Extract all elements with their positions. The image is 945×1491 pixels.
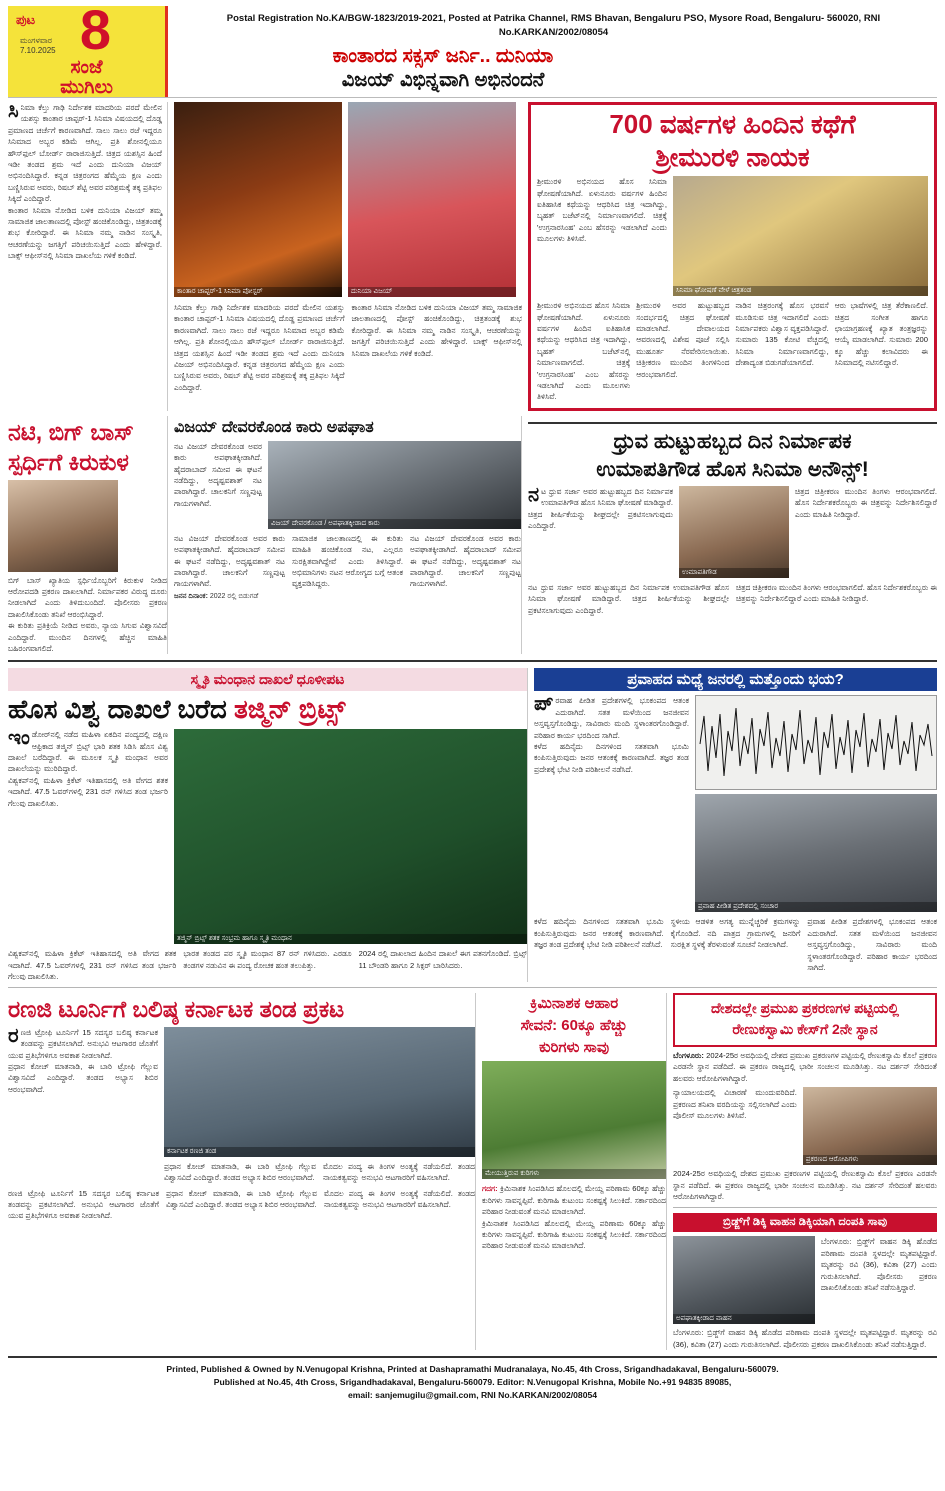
- sheep-body: [482, 1183, 666, 1217]
- renuka-lead: [673, 1050, 937, 1084]
- ranji-story: [8, 993, 476, 1350]
- page-footer: [8, 1356, 937, 1402]
- accident-photo-caption: ಅಪಘಾತಕ್ಕೀಡಾದ ವಾಹನ: [673, 1314, 815, 1324]
- bigboss-story: [8, 416, 168, 655]
- masthead-date-block: [8, 0, 168, 98]
- renuka-col-2: 2024-25ರ ಅವಧಿಯಲ್ಲಿ ದೇಶದ ಪ್ರಮುಖ ಪ್ರಕರಣಗಳ ಪಟ್ಟಿಯಲ್ಲಿ ರೇಣುಕಸ್ವಾಮಿ ಕೊಲೆ ಪ್ರಕರಣ ಎರಡನೇ ಸ್ಥಾನ ಪಡೆದಿದೆ. ಈ ಪ್ರಕರಣ ರಾಜ್ಯದಲ್ಲಿ ಭಾರೀ ಸಂಚಲನ ಮೂಡಿಸಿತ್ತು. ನಟ ದರ್ಶನ್ ಸೇರಿದಂತೆ ಹಲವರು ಆರೋಪಿಗಳಾಗಿದ್ದಾರೆ.: [673, 1169, 937, 1201]
- sheep-story: [482, 993, 667, 1350]
- dhruva-headline-2: ಉಮಾಪತಿಗೌಡ ಹೊಸ ಸಿನಿಮಾ ಅನೌನ್ಸ್!: [596, 457, 869, 481]
- accident-headline: ಬ್ರಿಡ್ಜ್‌ಗೆ ಡಿಕ್ಕಿ ವಾಹನ ಡಿಕ್ಕಿಯಾಗಿ ದಂಪತಿ ಸಾವು: [673, 1213, 937, 1232]
- date-info: [20, 36, 56, 57]
- sheep-headline-1: ಕ್ರಿಮಿನಾಶಕ ಆಹಾರ: [529, 995, 619, 1013]
- vijay-birth-value: 2022 ರಲ್ಲಿ ಬಿಡುಗಡೆ: [209, 592, 259, 600]
- kantara-col-2: ಕಾಂತಾರ ಸಿನಿಮಾ ನೋಡಿದ ಬಳಿಕ ದುನಿಯಾ ವಿಜಯ್ ತಮ್ಮ ಸಾಮಾಜಿಕ ಜಾಲತಾಣದಲ್ಲಿ ಪೋಸ್ಟ್ ಹಂಚಿಕೊಂಡಿದ್ದು, ಚಿತ್ರತಂಡಕ್ಕೆ ಶುಭ ಕೋರಿದ್ದಾರೆ. ಈ ಸಿನಿಮಾ ನಮ್ಮ ನಾಡಿನ ಸಂಸ್ಕೃತಿ, ಆಚರಣೆಯನ್ನು ಜಗತ್ತಿಗೆ ಪರಿಚಯಿಸುತ್ತಿದೆ ಎಂದು ಹೇಳಿದ್ದಾರೆ. ಬಾಕ್ಸ್ ಆಫೀಸ್‌ನಲ್ಲಿ ಸಿನಿಮಾ ದಾಖಲೆಯ ಗಳಿಕೆ ಕಂಡಿದೆ.: [351, 303, 522, 358]
- dhruva-story: [528, 416, 937, 655]
- lead-col-1: ಸಿನಿಮಾ ಕೆಲ್ತು ಗಾಢಿ ನಿರ್ದೇಶಕ ಮಾದರಿಯ ಪರದೆ ಮೇಲಿನ ಯಶಸ್ಸು ಕಾಂತಾರ ಚಾಪ್ಟರ್-1 ಸಿನಿಮಾ ವಿಷಯದಲ್ಲಿ ದೊಡ್ಡ ಪ್ರಮಾಣದ ಚರ್ಚೆಗೆ ಕಾರಣವಾಗಿದೆ. ಸಾಲು ಸಾಲು ರಜೆ ಇದ್ದರೂ ಸಿನಿಮಾದ ಅಬ್ಬರ ಕಡಿಮೆ ಆಗಿಲ್ಲ. ಪ್ರತಿ ಶೋನಲ್ಲಿಯೂ ಹೌಸ್‌ಫುಲ್ ಬೋರ್ಡ್ ರಾರಾಜಿಸುತ್ತಿದೆ. ಚಿತ್ರದ ಯಶಸ್ಸಿನ ಹಿಂದೆ ಇಡೀ ತಂಡದ ಶ್ರಮ ಇದೆ ಎಂದು ದುನಿಯಾ ವಿಜಯ್ ಅಭಿನಂದಿಸಿದ್ದಾರೆ. ಕನ್ನಡ ಚಿತ್ರರಂಗದ ಹೆಮ್ಮೆಯ ಕ್ಷಣ ಎಂದು ಬಣ್ಣಿಸಿರುವ ಅವರು, ರಿಷಬ್ ಶೆಟ್ಟಿ ಅವರ ಪರಿಶ್ರಮಕ್ಕೆ ತಕ್ಕ ಪ್ರತಿಫಲ ಸಿಕ್ಕಿದೆ ಎಂದಿದ್ದಾರೆ.: [8, 100, 162, 204]
- bigboss-photo: [8, 480, 118, 572]
- flood-col-3: ಸ್ಥಳೀಯ ಆಡಳಿತ ಅಗತ್ಯ ಮುನ್ನೆಚ್ಚರಿಕೆ ಕ್ರಮಗಳನ್ನು ಕೈಗೊಂಡಿದೆ. ನದಿ ಪಾತ್ರದ ಗ್ರಾಮಗಳಲ್ಲಿ ಜನರಿಗೆ ಸುರಕ್ಷಿತ ಸ್ಥಳಕ್ಕೆ ತೆರಳುವಂತೆ ಸೂಚನೆ ನೀಡಲಾಗಿದೆ.: [670, 917, 801, 950]
- date-value: 7.10.2025: [20, 46, 56, 56]
- cricket-photo-caption: ತಜ್ಮಿನ್ ಬ್ರಿಟ್ಸ್ ಶತಕ ಸಂಭ್ರಮ ಹಾಗೂ ಸ್ಮೃತಿ ಮಂಧಾನ: [174, 934, 527, 944]
- cricket-col-2: ವಿಶ್ವಕಪ್‌ನಲ್ಲಿ ಮಹಿಳಾ ಕ್ರಿಕೆಟ್ ಇತಿಹಾಸದಲ್ಲಿ ಅತಿ ವೇಗದ ಶತಕ ಇದಾಗಿದೆ. 47.5 ಓವರ್‌ಗಳಲ್ಲಿ 231 ರನ್ ಗಳಿಸಿದ ತಂಡ ಭರ್ಜರಿ ಗೆಲುವು ದಾಖಲಿಸಿತು.: [8, 949, 177, 982]
- bigboss-body: ಬಿಗ್ ಬಾಸ್ ಖ್ಯಾತಿಯ ಸ್ಪರ್ಧಿಯೊಬ್ಬರಿಗೆ ಕಿರುಕುಳ ನೀಡಿದ ಆರೋಪದಡಿ ಪ್ರಕರಣ ದಾಖಲಾಗಿದೆ. ನಿರ್ಮಾಪಕರ ವಿರುದ್ಧ ದೂರು ನೀಡಲಾಗಿದೆ ಎಂದು ತಿಳಿದುಬಂದಿದೆ. ಪೊಲೀಸರು ಪ್ರಕರಣ ದಾಖಲಿಸಿಕೊಂಡು ತನಿಖೆ ಆರಂಭಿಸಿದ್ದಾರೆ.: [8, 575, 167, 619]
- flood-story: [534, 668, 937, 982]
- temple-col-1: ಶ್ರೀಮುರಳಿ ಅಭಿನಯದ ಹೊಸ ಸಿನಿಮಾ ಘೋಷಣೆಯಾಗಿದೆ. ಏಳುನೂರು ವರ್ಷಗಳ ಹಿಂದಿನ ಐತಿಹಾಸಿಕ ಕಥೆಯನ್ನು ಆಧರಿಸಿದ ಚಿತ್ರ ಇದಾಗಿದ್ದು, ಬೃಹತ್ ಬಜೆಟ್‌ನಲ್ಲಿ ನಿರ್ಮಾಣವಾಗಲಿದೆ. ಚಿತ್ರಕ್ಕೆ 'ಉಗ್ರನಾರಸಿಂಹ' ಎಂಬ ಹೆಸರನ್ನು ಇಡಲಾಗಿದೆ ಎಂದು ಮೂಲಗಳು ತಿಳಿಸಿವೆ.: [537, 177, 667, 244]
- temple-photo: [673, 176, 928, 296]
- masthead: [8, 0, 937, 98]
- seismograph-icon: [696, 696, 936, 790]
- temple-story-box: [528, 102, 937, 411]
- zone-top: [8, 102, 937, 411]
- vijay-car-story: [174, 416, 522, 655]
- day-name: ಮಂಗಳವಾರ: [20, 36, 53, 45]
- renuka-story: [673, 993, 937, 1350]
- flood-col-1: ಪ್ರವಾಹ ಪೀಡಿತ ಪ್ರದೇಶಗಳಲ್ಲಿ ಭೂಕಂಪದ ಆತಂಕ ಎದುರಾಗಿದೆ. ಸತತ ಮಳೆಯಿಂದ ಜನಜೀವನ ಅಸ್ತವ್ಯಸ್ತಗೊಂಡಿದ್ದು, ಸಾವಿರಾರು ಮಂದಿ ಸ್ಥಳಾಂತರಗೊಂಡಿದ್ದಾರೆ. ಪರಿಹಾರ ಕಾರ್ಯ ಭರದಿಂದ ಸಾಗಿದೆ.: [534, 693, 689, 740]
- sheep-headline-2: ಸೇವನೆ: 60ಕ್ಕೂ ಹೆಚ್ಚು: [520, 1017, 628, 1035]
- lead-headline: [180, 42, 700, 93]
- lead-col-1b: ಕಾಂತಾರ ಸಿನಿಮಾ ನೋಡಿದ ಬಳಿಕ ದುನಿಯಾ ವಿಜಯ್ ತಮ್ಮ ಸಾಮಾಜಿಕ ಜಾಲತಾಣದಲ್ಲಿ ಪೋಸ್ಟ್ ಹಂಚಿಕೊಂಡಿದ್ದು, ಚಿತ್ರತಂಡಕ್ಕೆ ಶುಭ ಕೋರಿದ್ದಾರೆ. ಈ ಸಿನಿಮಾ ನಮ್ಮ ನಾಡಿನ ಸಂಸ್ಕೃತಿ, ಆಚರಣೆಯನ್ನು ಜಗತ್ತಿಗೆ ಪರಿಚಯಿಸುತ್ತಿದೆ ಎಂದು ಹೇಳಿದ್ದಾರೆ. ಬಾಕ್ಸ್ ಆಫೀಸ್‌ನಲ್ಲಿ ಸಿನಿಮಾ ದಾಖಲೆಯ ಗಳಿಕೆ ಕಂಡಿದೆ.: [8, 205, 162, 261]
- ranji-col-1b: ಪ್ರಧಾನ ಕೋಚ್ ಮಾತನಾಡಿ, ಈ ಬಾರಿ ಟ್ರೋಫಿ ಗೆಲ್ಲುವ ವಿಶ್ವಾಸವಿದೆ ಎಂದಿದ್ದಾರೆ. ತಂಡದ ಅಭ್ಯಾಸ ಶಿಬಿರ ಆರಂಭವಾಗಿದೆ.: [8, 1062, 158, 1094]
- zone-sports-flood: [8, 668, 937, 982]
- cricket-kicker: ಸ್ಮೃತಿ ಮಂಧಾನ ದಾಖಲೆ ಧೂಳೀಪಟ: [8, 668, 527, 691]
- page-label: ಪುಟ: [16, 12, 36, 27]
- cricket-headline-part-1: ಹೊಸ ವಿಶ್ವ ದಾಖಲೆ ಬರೆದ: [8, 694, 235, 725]
- registration-block: [168, 6, 937, 97]
- ranji-col-2: ಪ್ರಧಾನ ಕೋಚ್ ಮಾತನಾಡಿ, ಈ ಬಾರಿ ಟ್ರೋಫಿ ಗೆಲ್ಲುವ ವಿಶ್ವಾಸವಿದೆ ಎಂದಿದ್ದಾರೆ. ತಂಡದ ಅಭ್ಯಾಸ ಶಿಬಿರ ಆರಂಭವಾಗಿದೆ.: [164, 1161, 316, 1183]
- accident-body-2: ಬೆಂಗಳೂರು: ಬ್ರಿಡ್ಜ್‌ಗೆ ವಾಹನ ಡಿಕ್ಕಿ ಹೊಡೆದ ಪರಿಣಾಮ ದಂಪತಿ ಸ್ಥಳದಲ್ಲೇ ಮೃತಪಟ್ಟಿದ್ದಾರೆ. ಮೃತರನ್ನು ರವಿ (36), ಕವಿತಾ (27) ಎಂದು ಗುರುತಿಸಲಾಗಿದೆ. ಪೊಲೀಸರು ಪ್ರಕರಣ ದಾಖಲಿಸಿಕೊಂಡು ತನಿಖೆ ನಡೆಸುತ್ತಿದ್ದಾರೆ.: [673, 1328, 937, 1349]
- bigboss-headline-2: ಸ್ಪರ್ಧಿಗೆ ಕಿರುಕುಳ: [8, 449, 129, 476]
- vijay-birth-label: ಜನನ ದಿನಾಂಕ:: [174, 592, 208, 600]
- dhruva-col-2: ಚಿತ್ರದ ಚಿತ್ರೀಕರಣ ಮುಂದಿನ ತಿಂಗಳು ಆರಂಭವಾಗಲಿದೆ. ಹೊಸ ನಿರ್ದೇಶಕರೊಬ್ಬರು ಈ ಚಿತ್ರವನ್ನು ನಿರ್ದೇಶಿಸಲಿದ್ದಾರೆ ಎಂದು ಮಾಹಿತಿ ನೀಡಿದ್ದಾರೆ.: [795, 487, 937, 519]
- renuka-place-label: ಬೆಂಗಳೂರು:: [673, 1051, 704, 1060]
- sheep-headline-3: ಕುರಿಗಳು ಸಾವು: [538, 1039, 610, 1057]
- vijay-birth-line: [174, 592, 521, 602]
- bigboss-headline-1: ನಟಿ, ಬಿಗ್ ಬಾಸ್: [8, 418, 134, 445]
- lead-headline-line-1: ಕಾಂತಾರದ ಸಕ್ಸಸ್ ಜರ್ನಿ.. ದುನಿಯಾ: [332, 44, 554, 67]
- duniya-vijay-caption: ದುನಿಯಾ ವಿಜಯ್: [348, 287, 516, 297]
- kantara-poster-caption: ಕಾಂತಾರ ಚಾಪ್ಟರ್-1 ಸಿನಿಮಾ ಪೋಸ್ಟರ್: [174, 287, 342, 297]
- kantara-col-1: ಸಿನಿಮಾ ಕೆಲ್ತು ಗಾಢಿ ನಿರ್ದೇಶಕ ಮಾದರಿಯ ಪರದೆ ಮೇಲಿನ ಯಶಸ್ಸು ಕಾಂತಾರ ಚಾಪ್ಟರ್-1 ಸಿನಿಮಾ ವಿಷಯದಲ್ಲಿ ದೊಡ್ಡ ಪ್ರಮಾಣದ ಚರ್ಚೆಗೆ ಕಾರಣವಾಗಿದೆ. ಸಾಲು ಸಾಲು ರಜೆ ಇದ್ದರೂ ಸಿನಿಮಾದ ಅಬ್ಬರ ಕಡಿಮೆ ಆಗಿಲ್ಲ. ಪ್ರತಿ ಶೋನಲ್ಲಿಯೂ ಹೌಸ್‌ಫುಲ್ ಬೋರ್ಡ್ ರಾರಾಜಿಸುತ್ತಿದೆ. ಚಿತ್ರದ ಯಶಸ್ಸಿನ ಹಿಂದೆ ಇಡೀ ತಂಡದ ಶ್ರಮ ಇದೆ ಎಂದು ದುನಿಯಾ ವಿಜಯ್ ಅಭಿನಂದಿಸಿದ್ದಾರೆ. ಕನ್ನಡ ಚಿತ್ರರಂಗದ ಹೆಮ್ಮೆಯ ಕ್ಷಣ ಎಂದು ಬಣ್ಣಿಸಿರುವ ಅವರು, ರಿಷಬ್ ಶೆಟ್ಟಿ ಅವರ ಪರಿಶ್ರಮಕ್ಕೆ ತಕ್ಕ ಪ್ರತಿಫಲ ಸಿಕ್ಕಿದೆ ಎಂದಿದ್ದಾರೆ.: [174, 303, 345, 392]
- sheep-photo: [482, 1061, 666, 1179]
- dhruva-col-4: ಚಿತ್ರದ ಚಿತ್ರೀಕರಣ ಮುಂದಿನ ತಿಂಗಳು ಆರಂಭವಾಗಲಿದೆ. ಹೊಸ ನಿರ್ದೇಶಕರೊಬ್ಬರು ಈ ಚಿತ್ರವನ್ನು ನಿರ್ದೇಶಿಸಲಿದ್ದಾರೆ ಎಂದು ಮಾಹಿತಿ ನೀಡಿದ್ದಾರೆ.: [736, 583, 937, 604]
- dhruva-col-1: ನಟ ಧ್ರುವ ಸರ್ಜಾ ಅವರ ಹುಟ್ಟುಹಬ್ಬದ ದಿನ ನಿರ್ಮಾಪಕ ಉಮಾಪತಿಗೌಡ ಹೊಸ ಸಿನಿಮಾ ಘೋಷಣೆ ಮಾಡಿದ್ದಾರೆ. ಚಿತ್ರದ ಶೀರ್ಷಿಕೆಯನ್ನು ಶೀಘ್ರದಲ್ಲೇ ಪ್ರಕಟಿಸಲಾಗುವುದು ಎಂದಿದ್ದಾರೆ.: [528, 484, 673, 531]
- cricket-headline-part-2: ತಜ್ಮಿನ್ ಬ್ರಿಟ್ಸ್: [234, 694, 346, 725]
- vijay-col-3: ನಟ ವಿಜಯ್ ದೇವರಕೊಂಡ ಅವರ ಕಾರು ಅಪಘಾತಕ್ಕೀಡಾಗಿದೆ. ಹೈದರಾಬಾದ್ ಸಮೀಪ ಈ ಘಟನೆ ನಡೆದಿದ್ದು, ಅದೃಷ್ಟವಶಾತ್ ನಟ ಪಾರಾಗಿದ್ದಾರೆ. ಚಾಲಕನಿಗೆ ಸಣ್ಣಪುಟ್ಟ ಗಾಯಗಳಾಗಿವೆ.: [410, 533, 521, 589]
- cricket-story: [8, 668, 528, 982]
- temple-photo-caption: ಸಿನಿಮಾ ಘೋಷಣೆ ವೇಳೆ ಚಿತ್ರತಂಡ: [673, 286, 928, 296]
- ranji-col-1: ರಣಜಿ ಟ್ರೋಫಿ ಟೂರ್ನಿಗೆ 15 ಸದಸ್ಯರ ಬಲಿಷ್ಠ ಕರ್ನಾಟಕ ತಂಡವನ್ನು ಪ್ರಕಟಿಸಲಾಗಿದೆ. ಅನುಭವಿ ಆಟಗಾರರ ಜೊತೆಗೆ ಯುವ ಪ್ರತಿಭೆಗಳಿಗೂ ಅವಕಾಶ ನೀಡಲಾಗಿದೆ.: [8, 1024, 158, 1060]
- sheep-photo-caption: ಮೇಯುತ್ತಿರುವ ಕುರಿಗಳು: [482, 1169, 666, 1179]
- ranji-col-6: ಮೊದಲ ಪಂದ್ಯ ಈ ತಿಂಗಳ ಅಂತ್ಯಕ್ಕೆ ನಡೆಯಲಿದೆ. ತಂಡದ ನಾಯಕತ್ವವನ್ನು ಅನುಭವಿ ಆಟಗಾರರಿಗೆ ವಹಿಸಲಾಗಿದೆ.: [324, 1188, 475, 1210]
- dhruva-headline-1: ಧ್ರುವ ಹುಟ್ಟುಹಬ್ಬದ ದಿನ ನಿರ್ಮಾಪಕ: [613, 429, 852, 453]
- zone-bottom: [8, 993, 937, 1350]
- renuka-headline-1: ದೇಶದಲ್ಲೇ ಪ್ರಮುಖ ಪ್ರಕರಣಗಳ ಪಟ್ಟಿಯಲ್ಲಿ: [711, 1000, 899, 1017]
- renuka-headline-2: ರೇಣುಕಸ್ವಾಮಿ ಕೇಸ್‌ಗೆ 2ನೇ ಸ್ಥಾನ: [732, 1021, 878, 1038]
- umapathi-photo: [679, 486, 789, 578]
- vijay-col-1: ನಟ ವಿಜಯ್ ದೇವರಕೊಂಡ ಅವರ ಕಾರು ಅಪಘಾತಕ್ಕೀಡಾಗಿದೆ. ಹೈದರಾಬಾದ್ ಸಮೀಪ ಈ ಘಟನೆ ನಡೆದಿದ್ದು, ಅದೃಷ್ಟವಶಾತ್ ನಟ ಪಾರಾಗಿದ್ದಾರೆ. ಚಾಲಕನಿಗೆ ಸಣ್ಣಪುಟ್ಟ ಗಾಯಗಳಾಗಿವೆ.: [174, 533, 285, 589]
- sheep-body-text: ಕ್ರಿಮಿನಾಶಕ ಸಿಂಪಡಿಸಿದ ಹೊಲದಲ್ಲಿ ಮೇಯ್ದ ಪರಿಣಾಮ 60ಕ್ಕೂ ಹೆಚ್ಚು ಕುರಿಗಳು ಸಾವನ್ನಪ್ಪಿವೆ. ಕುರಿಗಾಹಿ ಕುಟುಂಬ ಸಂಕಷ್ಟಕ್ಕೆ ಸಿಲುಕಿದೆ. ಸರ್ಕಾರದಿಂದ ಪರಿಹಾರ ನೀಡುವಂತೆ ಮನವಿ ಮಾಡಲಾಗಿದೆ.: [482, 1184, 666, 1217]
- cricket-col-1: ಇಂಡೋರ್‌ನಲ್ಲಿ ನಡೆದ ಮಹಿಳಾ ಏಕದಿನ ಪಂದ್ಯದಲ್ಲಿ ದಕ್ಷಿಣ ಆಫ್ರಿಕಾದ ತಜ್ಮಿನ್ ಬ್ರಿಟ್ಸ್ ಭಾರಿ ಶತಕ ಸಿಡಿಸಿ ಹೊಸ ವಿಶ್ವ ದಾಖಲೆ ಬರೆದಿದ್ದಾರೆ. ಈ ಮೂಲಕ ಸ್ಮೃತಿ ಮಂಧಾನ ಅವರ ದಾಖಲೆಯನ್ನು ಮುರಿದಿದ್ದಾರೆ.: [8, 727, 168, 774]
- column-left-text: [8, 102, 168, 411]
- temple-col-5: ಆರು ಭಾಷೆಗಳಲ್ಲಿ ಚಿತ್ರ ತೆರೆಕಾಣಲಿದೆ. ಚಿತ್ರದ ಸಂಗೀತ ಹಾಗೂ ಛಾಯಾಗ್ರಹಣಕ್ಕೆ ಖ್ಯಾತ ತಂತ್ರಜ್ಞರನ್ನು ಆಯ್ಕೆ ಮಾಡಲಾಗಿದೆ. ಸುಮಾರು 200 ಕ್ಕೂ ಹೆಚ್ಚು ಕಲಾವಿದರು ಈ ಸಿನಿಮಾದಲ್ಲಿ ನಟಿಸಲಿದ್ದಾರೆ.: [834, 301, 928, 368]
- umapathi-photo-caption: ಉಮಾಪತಿಗೌಡ: [679, 568, 789, 578]
- brand-name: [60, 58, 113, 98]
- footer-line-2: Published at No.45, 4th Cross, Srigandhadakaval, Bengaluru-560079. Editor: N.Venugopal Krishna, Mobile No.+91 94835 89085,: [213, 1377, 732, 1388]
- ranji-team-caption: ಕರ್ನಾಟಕ ರಣಜಿ ತಂಡ: [164, 1147, 475, 1157]
- sheep-place-label: ಗದಗ:: [482, 1184, 498, 1194]
- duniya-vijay-photo: [348, 102, 516, 297]
- brand-line-2: ಮುಗಿಲು: [60, 76, 113, 98]
- flood-headline: ಪ್ರವಾಹದ ಮಧ್ಯೆ ಜನರಲ್ಲಿ ಮತ್ತೊಂದು ಭಯ?: [534, 668, 937, 691]
- vijay-col-a: ನಟ ವಿಜಯ್ ದೇವರಕೊಂಡ ಅವರ ಕಾರು ಅಪಘಾತಕ್ಕೀಡಾಗಿದೆ. ಹೈದರಾಬಾದ್ ಸಮೀಪ ಈ ಘಟನೆ ನಡೆದಿದ್ದು, ಅದೃಷ್ಟವಶಾತ್ ನಟ ಪಾರಾಗಿದ್ದಾರೆ. ಚಾಲಕನಿಗೆ ಸಣ್ಣಪುಟ್ಟ ಗಾಯಗಳಾಗಿವೆ.: [174, 441, 262, 508]
- renuka-lead-text: 2024-25ರ ಅವಧಿಯಲ್ಲಿ ದೇಶದ ಪ್ರಮುಖ ಪ್ರಕರಣಗಳ ಪಟ್ಟಿಯಲ್ಲಿ ರೇಣುಕಸ್ವಾಮಿ ಕೊಲೆ ಪ್ರಕರಣ ಎರಡನೇ ಸ್ಥಾನ ಪಡೆದಿದೆ. ಈ ಪ್ರಕರಣ ರಾಜ್ಯದಲ್ಲಿ ಭಾರೀ ಸಂಚಲನ ಮೂಡಿಸಿತ್ತು. ನಟ ದರ್ಶನ್ ಸೇರಿದಂತೆ ಹಲವರು ಆರೋಪಿಗಳಾಗಿದ್ದಾರೆ.: [673, 1051, 937, 1083]
- brand-line-1: ಸಂಜೆ: [70, 56, 103, 78]
- vijay-car-photo: [268, 441, 521, 529]
- seismograph-chart: [695, 695, 937, 790]
- renuka-photo-caption: ಪ್ರಕರಣದ ಆರೋಪಿಗಳು: [803, 1155, 937, 1165]
- flood-col-4: ಪ್ರವಾಹ ಪೀಡಿತ ಪ್ರದೇಶಗಳಲ್ಲಿ ಭೂಕಂಪದ ಆತಂಕ ಎದುರಾಗಿದೆ. ಸತತ ಮಳೆಯಿಂದ ಜನಜೀವನ ಅಸ್ತವ್ಯಸ್ತಗೊಂಡಿದ್ದು, ಸಾವಿರಾರು ಮಂದಿ ಸ್ಥಳಾಂತರಗೊಂಡಿದ್ದಾರೆ. ಪರಿಹಾರ ಕಾರ್ಯ ಭರದಿಂದ ಸಾಗಿದೆ.: [807, 917, 938, 972]
- footer-line-1: Printed, Published & Owned by N.Venugopal Krishna, Printed at Dashapramathi Mudranalaya, No.45, 4th Cross, Srigandhadakaval, Bengaluru-560079.: [166, 1364, 779, 1375]
- vijay-car-caption: ವಿಜಯ್ ದೇವರಕೊಂಡ / ಅಪಘಾತಕ್ಕೀಡಾದ ಕಾರು: [268, 519, 521, 529]
- footer-line-3: email: sanjemugilu@gmail.com, RNI No.KARKAN/2002/08054: [347, 1389, 598, 1400]
- cricket-photo: [174, 729, 527, 944]
- sheep-body-2: ಕ್ರಿಮಿನಾಶಕ ಸಿಂಪಡಿಸಿದ ಹೊಲದಲ್ಲಿ ಮೇಯ್ದ ಪರಿಣಾಮ 60ಕ್ಕೂ ಹೆಚ್ಚು ಕುರಿಗಳು ಸಾವನ್ನಪ್ಪಿವೆ. ಕುರಿಗಾಹಿ ಕುಟುಂಬ ಸಂಕಷ್ಟಕ್ಕೆ ಸಿಲುಕಿದೆ. ಸರ್ಕಾರದಿಂದ ಪರಿಹಾರ ನೀಡುವಂತೆ ಮನವಿ ಮಾಡಲಾಗಿದೆ.: [482, 1218, 666, 1251]
- vijay-col-2: ಸಾಮಾಜಿಕ ಜಾಲತಾಣದಲ್ಲಿ ಈ ಕುರಿತು ಮಾಹಿತಿ ಹಂಚಿಕೊಂಡ ನಟ, ಎಲ್ಲರೂ ಸುರಕ್ಷಿತವಾಗಿದ್ದೇವೆ ಎಂದು ತಿಳಿಸಿದ್ದಾರೆ. ಅಭಿಮಾನಿಗಳು ನಟನ ಆರೋಗ್ಯದ ಬಗ್ಗೆ ಆತಂಕ ವ್ಯಕ್ತಪಡಿಸಿದ್ದರು.: [292, 533, 403, 589]
- postal-registration: Postal Registration No.KA/BGW-1823/2019-2021, Posted at Patrika Channel, RMS Bhavan, Bengaluru PSO, Mysore Road, Bengaluru- 560020, RNI No.KARKAN/2002/08054: [226, 13, 881, 38]
- accident-photo: [673, 1236, 815, 1324]
- column-temple-story: [528, 102, 937, 411]
- vijay-car-headline: ವಿಜಯ್ ದೇವರಕೊಂಡ ಕಾರು ಅಪಘಾತ: [174, 418, 374, 436]
- dhruva-col-3: ನಟ ಧ್ರುವ ಸರ್ಜಾ ಅವರ ಹುಟ್ಟುಹಬ್ಬದ ದಿನ ನಿರ್ಮಾಪಕ ಉಮಾಪತಿಗೌಡ ಹೊಸ ಸಿನಿಮಾ ಘೋಷಣೆ ಮಾಡಿದ್ದಾರೆ. ಚಿತ್ರದ ಶೀರ್ಷಿಕೆಯನ್ನು ಶೀಘ್ರದಲ್ಲೇ ಪ್ರಕಟಿಸಲಾಗುವುದು ಎಂದಿದ್ದಾರೆ.: [528, 583, 729, 615]
- ranji-headline: ರಣಜಿ ಟೂರ್ನಿಗೆ ಬಲಿಷ್ಠ ಕರ್ನಾಟಕ ತಂಡ ಪ್ರಕಟ: [8, 996, 345, 1023]
- cricket-headline: [8, 695, 527, 725]
- temple-headline-1: 700 ವರ್ಷಗಳ ಹಿಂದಿನ ಕಥೆಗೆ: [609, 109, 856, 139]
- temple-col-4: ನಾಡಿನ ಚಿತ್ರರಂಗಕ್ಕೆ ಹೊಸ ಭರವಸೆ ಮೂಡಿಸುವ ಚಿತ್ರ ಇದಾಗಲಿದೆ ಎಂದು ನಿರ್ಮಾಪಕರು ವಿಶ್ವಾಸ ವ್ಯಕ್ತಪಡಿಸಿದ್ದಾರೆ. ಸುಮಾರು 135 ಕೋಟಿ ವೆಚ್ಚದಲ್ಲಿ ಸಿನಿಮಾ ನಿರ್ಮಾಣವಾಗಲಿದ್ದು, ದೇಶಾದ್ಯಂತ ಬಿಡುಗಡೆಯಾಗಲಿದೆ.: [735, 301, 829, 368]
- renuka-col-1: ನ್ಯಾಯಾಲಯದಲ್ಲಿ ವಿಚಾರಣೆ ಮುಂದುವರಿದಿದೆ. ಪ್ರಕರಣದ ತನಿಖಾ ವರದಿಯನ್ನು ಸಲ್ಲಿಸಲಾಗಿದೆ ಎಂದು ಪೊಲೀಸ್ ಮೂಲಗಳು ತಿಳಿಸಿವೆ.: [673, 1088, 797, 1120]
- cricket-col-3: ಭಾರತ ತಂಡದ ಪರ ಸ್ಮೃತಿ ಮಂಧಾನ 87 ರನ್ ಗಳಿಸಿದರು. ಎರಡೂ ತಂಡಗಳ ನಡುವಿನ ಈ ಪಂದ್ಯ ರೋಚಕ ಹಂತ ತಲುಪಿತ್ತು.: [183, 949, 352, 970]
- lead-headline-line-2: ವಿಜಯ್ ವಿಭಿನ್ನವಾಗಿ ಅಭಿನಂದನೆ: [341, 68, 545, 91]
- kantara-poster-photo: [174, 102, 342, 297]
- ranji-team-photo: [164, 1027, 475, 1157]
- page-number: 8: [79, 0, 112, 62]
- renuka-photo: [803, 1087, 937, 1165]
- bigboss-body-2: ಈ ಕುರಿತು ಪ್ರತಿಕ್ರಿಯೆ ನೀಡಿದ ಅವರು, ನ್ಯಾಯ ಸಿಗುವ ವಿಶ್ವಾಸವಿದೆ ಎಂದಿದ್ದಾರೆ. ಮುಂದಿನ ದಿನಗಳಲ್ಲಿ ಹೆಚ್ಚಿನ ಮಾಹಿತಿ ಬಹಿರಂಗವಾಗಲಿದೆ.: [8, 621, 167, 653]
- ranji-col-5: ಪ್ರಧಾನ ಕೋಚ್ ಮಾತನಾಡಿ, ಈ ಬಾರಿ ಟ್ರೋಫಿ ಗೆಲ್ಲುವ ವಿಶ್ವಾಸವಿದೆ ಎಂದಿದ್ದಾರೆ. ತಂಡದ ಅಭ್ಯಾಸ ಶಿಬಿರ ಆರಂಭವಾಗಿದೆ.: [166, 1188, 317, 1210]
- flood-col-2: ಕಳೆದ ಹದಿನೈದು ದಿನಗಳಿಂದ ಸತತವಾಗಿ ಭೂಮಿ ಕಂಪಿಸುತ್ತಿರುವುದು ಜನರ ಆತಂಕಕ್ಕೆ ಕಾರಣವಾಗಿದೆ. ತಜ್ಞರ ತಂಡ ಪ್ರದೇಶಕ್ಕೆ ಭೇಟಿ ನೀಡಿ ಪರಿಶೀಲನೆ ನಡೆಸಿದೆ.: [534, 917, 664, 950]
- temple-col-3: ಶ್ರೀಮುರಳಿ ಅವರ ಹುಟ್ಟುಹಬ್ಬದ ಸಂದರ್ಭದಲ್ಲಿ ಚಿತ್ರದ ಘೋಷಣೆ ಮಾಡಲಾಗಿದೆ. ದೇವಾಲಯದ ಆವರಣದಲ್ಲಿ ವಿಶೇಷ ಪೂಜೆ ಸಲ್ಲಿಸಿ ಮುಹೂರ್ತ ನೆರವೇರಿಸಲಾಯಿತು. ಚಿತ್ರೀಕರಣ ಮುಂದಿನ ತಿಂಗಳಿನಿಂದ ಆರಂಭವಾಗಲಿದೆ.: [636, 301, 730, 379]
- ranji-col-3: ಮೊದಲ ಪಂದ್ಯ ಈ ತಿಂಗಳ ಅಂತ್ಯಕ್ಕೆ ನಡೆಯಲಿದೆ. ತಂಡದ ನಾಯಕತ್ವವನ್ನು ಅನುಭವಿ ಆಟಗಾರರಿಗೆ ವಹಿಸಲಾಗಿದೆ.: [323, 1161, 475, 1183]
- temple-col-2: ಶ್ರೀಮುರಳಿ ಅಭಿನಯದ ಹೊಸ ಸಿನಿಮಾ ಘೋಷಣೆಯಾಗಿದೆ. ಏಳುನೂರು ವರ್ಷಗಳ ಹಿಂದಿನ ಐತಿಹಾಸಿಕ ಕಥೆಯನ್ನು ಆಧರಿಸಿದ ಚಿತ್ರ ಇದಾಗಿದ್ದು, ಬೃಹತ್ ಬಜೆಟ್‌ನಲ್ಲಿ ನಿರ್ಮಾಣವಾಗಲಿದೆ. ಚಿತ್ರಕ್ಕೆ 'ಉಗ್ರನಾರಸಿಂಹ' ಎಂಬ ಹೆಸರನ್ನು ಇಡಲಾಗಿದೆ ಎಂದು ಮೂಲಗಳು ತಿಳಿಸಿವೆ.: [537, 301, 631, 402]
- temple-headline-2: ಶ್ರೀಮುರಳಿ ನಾಯಕ: [655, 142, 810, 173]
- ranji-col-4: ರಣಜಿ ಟ್ರೋಫಿ ಟೂರ್ನಿಗೆ 15 ಸದಸ್ಯರ ಬಲಿಷ್ಠ ಕರ್ನಾಟಕ ತಂಡವನ್ನು ಪ್ರಕಟಿಸಲಾಗಿದೆ. ಅನುಭವಿ ಆಟಗಾರರ ಜೊತೆಗೆ ಯುವ ಪ್ರತಿಭೆಗಳಿಗೂ ಅವಕಾಶ ನೀಡಲಾಗಿದೆ.: [8, 1188, 159, 1221]
- flood-photo-caption: ಪ್ರವಾಹ ಪೀಡಿತ ಪ್ರದೇಶದಲ್ಲಿ ಸಂಚಾರ: [695, 902, 937, 912]
- flood-col-1b: ಕಳೆದ ಹದಿನೈದು ದಿನಗಳಿಂದ ಸತತವಾಗಿ ಭೂಮಿ ಕಂಪಿಸುತ್ತಿರುವುದು ಜನರ ಆತಂಕಕ್ಕೆ ಕಾರಣವಾಗಿದೆ. ತಜ್ಞರ ತಂಡ ಪ್ರದೇಶಕ್ಕೆ ಭೇಟಿ ನೀಡಿ ಪರಿಶೀಲನೆ ನಡೆಸಿದೆ.: [534, 741, 689, 774]
- zone-middle: [8, 416, 937, 655]
- flood-photo: [695, 794, 937, 912]
- cricket-col-4: 2024 ರಲ್ಲಿ ದಾಖಲಾದ ಹಿಂದಿನ ದಾಖಲೆ ಈಗ ಪತನಗೊಂಡಿದೆ. ಬ್ರಿಟ್ಸ್ 11 ಬೌಂಡರಿ ಹಾಗೂ 2 ಸಿಕ್ಸರ್ ಬಾರಿಸಿದರು.: [358, 949, 527, 970]
- cricket-col-1b: ವಿಶ್ವಕಪ್‌ನಲ್ಲಿ ಮಹಿಳಾ ಕ್ರಿಕೆಟ್ ಇತಿಹಾಸದಲ್ಲಿ ಅತಿ ವೇಗದ ಶತಕ ಇದಾಗಿದೆ. 47.5 ಓವರ್‌ಗಳಲ್ಲಿ 231 ರನ್ ಗಳಿಸಿದ ತಂಡ ಭರ್ಜರಿ ಗೆಲುವು ದಾಖಲಿಸಿತು.: [8, 775, 168, 808]
- column-kantara: [174, 102, 522, 411]
- accident-body: ಬೆಂಗಳೂರು: ಬ್ರಿಡ್ಜ್‌ಗೆ ವಾಹನ ಡಿಕ್ಕಿ ಹೊಡೆದ ಪರಿಣಾಮ ದಂಪತಿ ಸ್ಥಳದಲ್ಲೇ ಮೃತಪಟ್ಟಿದ್ದಾರೆ. ಮೃತರನ್ನು ರವಿ (36), ಕವಿತಾ (27) ಎಂದು ಗುರುತಿಸಲಾಗಿದೆ. ಪೊಲೀಸರು ಪ್ರಕರಣ ದಾಖಲಿಸಿಕೊಂಡು ತನಿಖೆ ನಡೆಸುತ್ತಿದ್ದಾರೆ.: [820, 1237, 937, 1292]
